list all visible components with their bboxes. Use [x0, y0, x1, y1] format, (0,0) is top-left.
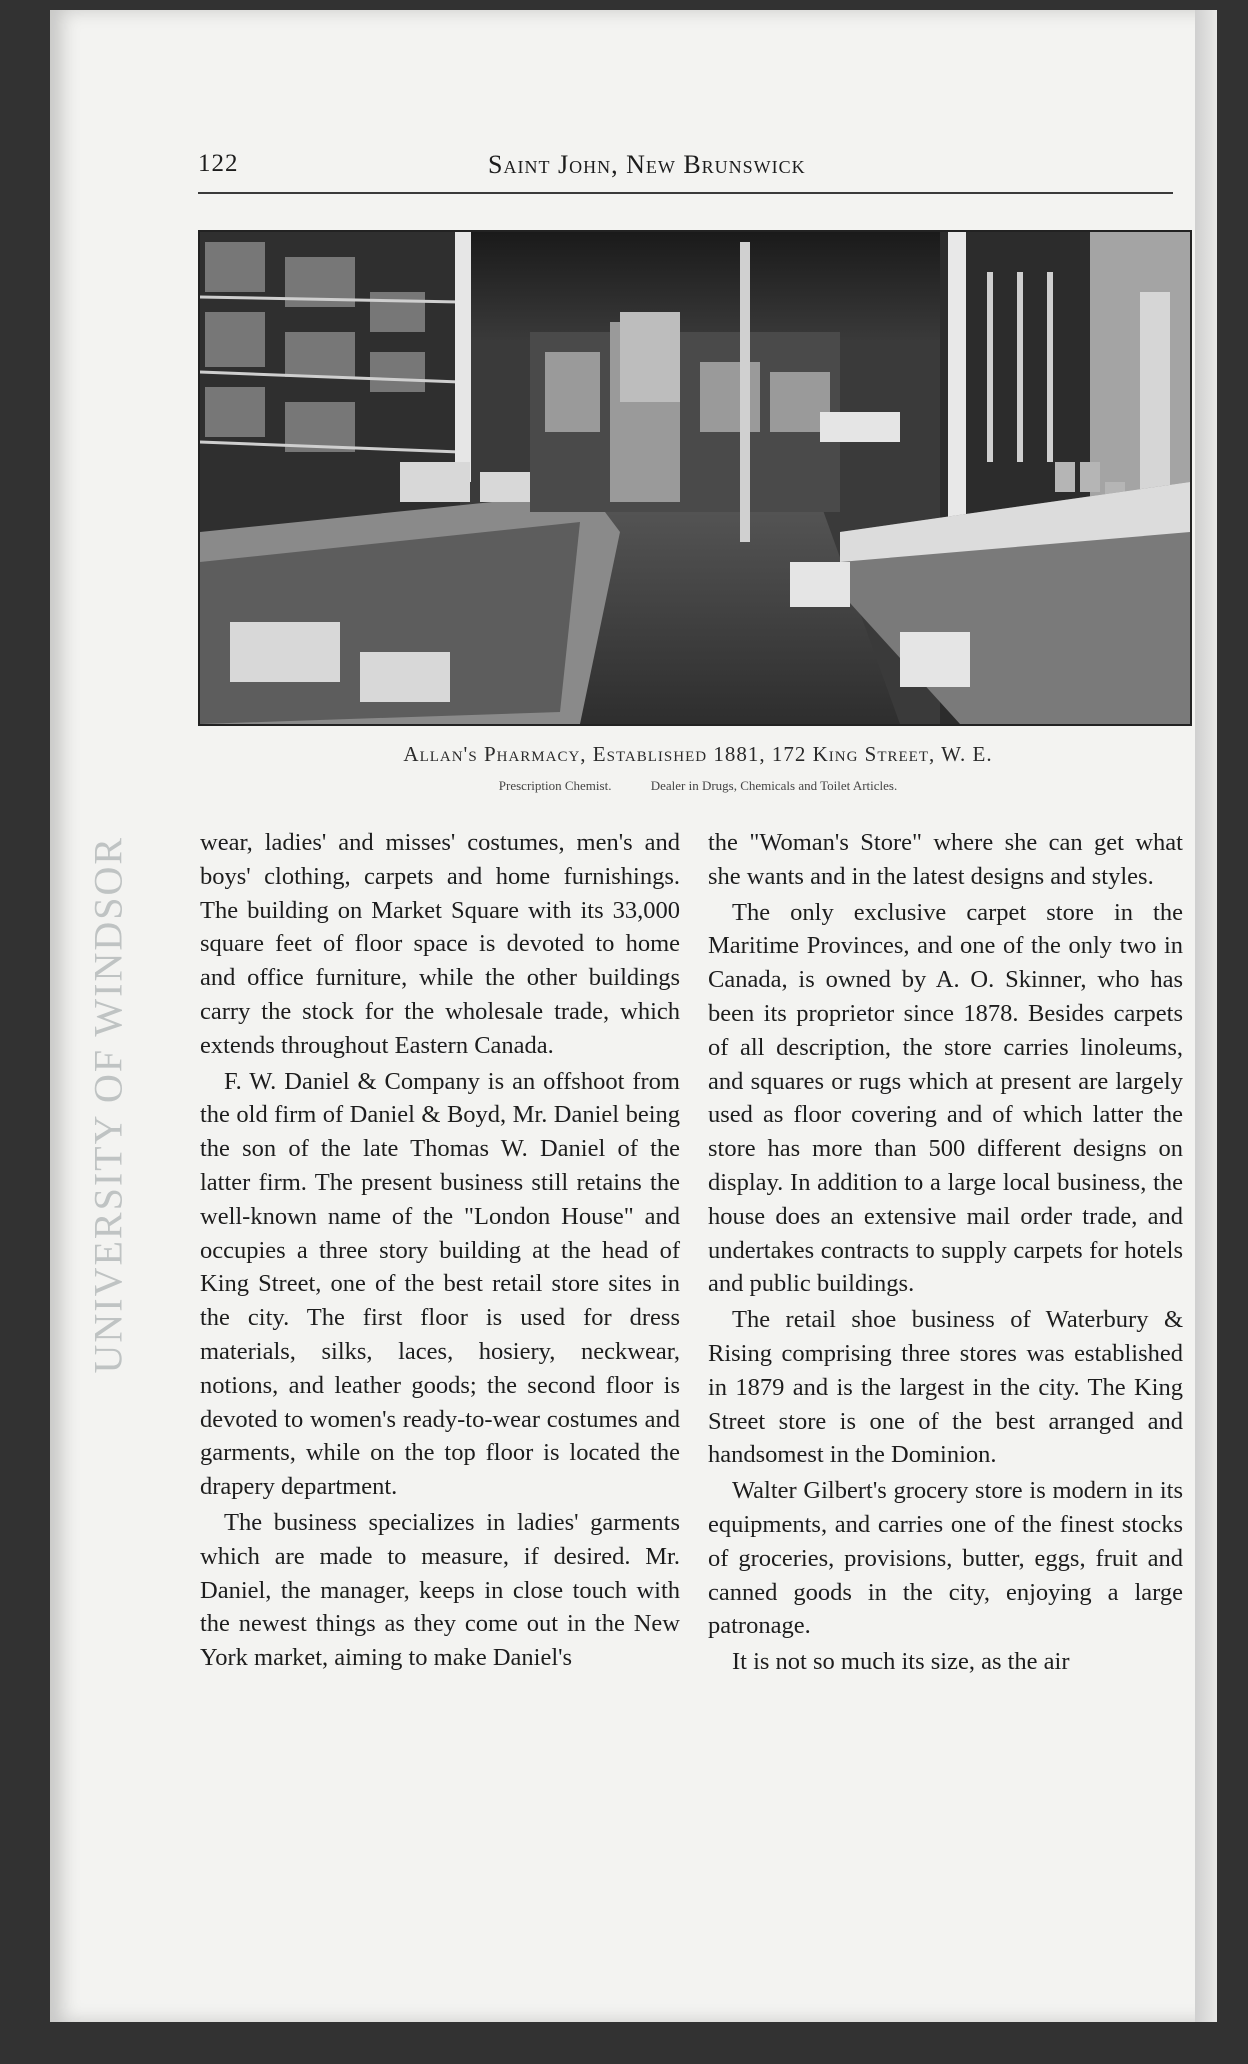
page-header [198, 150, 1173, 190]
library-stamp-text: UNIVERSITY OF WINDSOR [85, 835, 131, 1374]
pharmacy-interior-image [200, 232, 1190, 724]
paragraph: wear, ladies' and misses' costumes, men's and boys' clothing, carpets and home furnishings. The building on Market Square with its 33,000 square feet of floor space is devoted to home and office furniture, while the other buildings carry the stock for the wholesale trade, which extends throughout Eastern Canada. [200, 829, 680, 1059]
paragraph: the "Woman's Store" where she can get what she wants and in the latest designs and styles. [708, 829, 1183, 890]
page-number: 122 [198, 150, 239, 177]
running-title: Saint John, New Brunswick [488, 150, 806, 179]
right-text-column [708, 826, 1183, 1679]
paragraph: The retail shoe business of Waterbury & Rising comprising three stores was established in 1879 and is the largest in the city. The King Street store is one of the best arranged and handsomest in the Dominion. [708, 1306, 1183, 1469]
paragraph: Walter Gilbert's grocery store is modern in its equipments, and carries one of the finest stocks of groceries, provisions, butter, eggs, fruit and canned goods in the city, enjoying a large patronage. [708, 1477, 1183, 1640]
figure-subcaption [198, 778, 1198, 794]
left-text-column [200, 826, 680, 1675]
subcaption-left: Prescription Chemist. [498, 778, 612, 793]
page-edge-shadow [1195, 10, 1217, 2022]
pharmacy-photo [198, 230, 1192, 726]
header-rule [198, 192, 1173, 194]
subcaption-right: Dealer in Drugs, Chemicals and Toilet Articles. [650, 778, 898, 793]
paragraph: The only exclusive carpet store in the Maritime Provinces, and one of the only two in Canada, is owned by A. O. Skinner, who has been its proprietor since 1878. Besides carpets of all description, the store carries linoleums, and squares or rugs which at present are largely used as floor covering and of which latter the store has more than 500 different designs on display. In addition to a large local business, the house does an extensive mail order trade, and undertakes contracts to supply carpets for hotels and public buildings. [708, 898, 1183, 1298]
paragraph: It is not so much its size, as the air [732, 1648, 1070, 1676]
library-stamp [68, 835, 138, 1374]
figure-caption: Allan's Pharmacy, Established 1881, 172 King Street, W. E. [403, 742, 993, 766]
paragraph: F. W. Daniel & Company is an offshoot from the old firm of Daniel & Boyd, Mr. Daniel being the son of the late Thomas W. Daniel of the latter firm. The present business still retains the well-known name of the "London House" and occupies a three story building at the head of King Street, one of the best retail store sites in the city. The first floor is used for dress materials, silks, laces, hosiery, neckwear, notions, and leather goods; the second floor is devoted to women's ready-to-wear costumes and garments, while on the top floor is located the drapery department. [200, 1067, 680, 1501]
paragraph: The business specializes in ladies' garments which are made to measure, if desired. Mr. Daniel, the manager, keeps in close touch with the newest things as they come out in the New York market, aiming to make Daniel's [200, 1508, 680, 1672]
